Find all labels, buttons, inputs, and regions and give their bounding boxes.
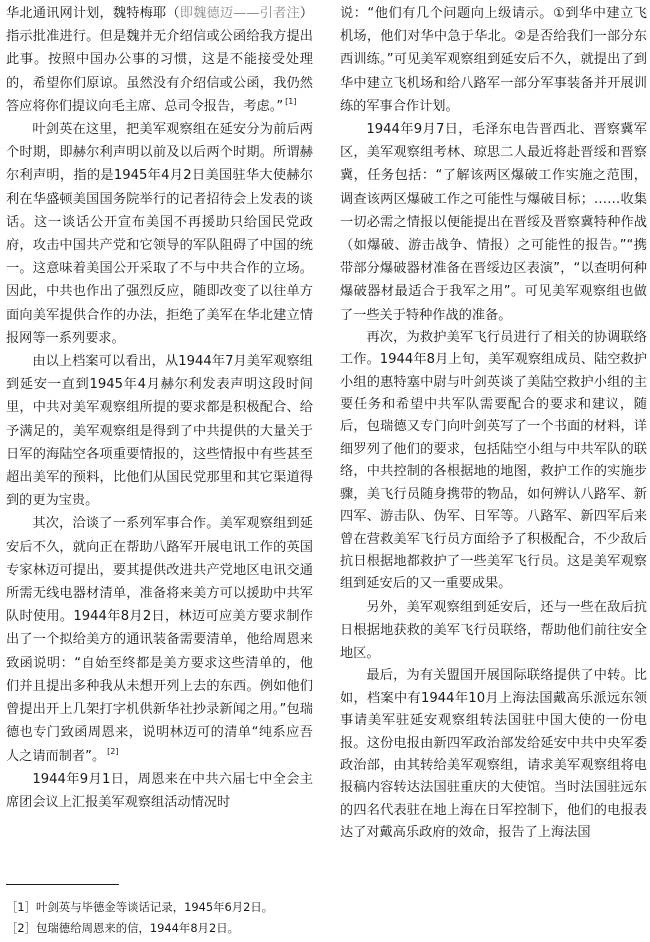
paragraph-1-part-a: 华北通讯网计划，魏特梅耶（ bbox=[6, 6, 180, 21]
footnote-2: ［2］包瑞德给周恩来的信，1944年8月2日。 bbox=[6, 921, 239, 935]
paragraph-2: 叶剑英在这里，把美军观察组在延安分为前后两个时期，即赫尔利声明以前及以后两个时期。所谓赫尔利声明，指的是1945年4月2日美国驻华大使赫尔利在华盛顿美国国务院举行的记者招待会上发表的谈话。这一谈话公开宣布美国不再援助只给国民党政府，攻击中国共产党和它领导的军队阻碍了中国的统一。这意味着美国公开采取了不与中共合作的立场。因此，中共也作出了强烈反应，随即改变了以往单方面向美军提供合作的办法，拒绝了美军在华北建立情报网等一系列要求。 bbox=[6, 122, 313, 346]
footnote-ref-1: [1] bbox=[285, 96, 297, 106]
paragraph-4-text: 其次，洽谈了一系列军事合作。美军观察组到延安后不久，就向正在帮助八路军开展电讯工作的英国专家林迈可提出，要其提供改进共产党地区电讯交通所需无线电器材清单，准备将来美方可以援助中共军队时使用。1944年8月2日，林迈可应美方要求制作出了一个拟给美方的通讯装备需要清单，他给周恩来致函说明：“自始至终都是美方要求这些清单的，他们并且提出多种我从未想开列上去的东西。例如他们曾提出开上几架打字机供新华社抄录新闻之用。”包瑞德也专门致函周恩来，说明林迈可的清单“纯系应吾人之请而制者”。 bbox=[6, 516, 313, 764]
paragraph-6: 说：“他们有几个问题向上级请示。①到华中建立飞机场，他们对华中急于华北。②是否给我们一部分东西训练。”可见美军观察组到延安后不久，就提出了到华中建立飞机场和给八路军一部分军事装备并开展训练的军事合作计划。 bbox=[340, 6, 647, 114]
paragraph-9: 另外，美军观察组到延安后，还与一些在敌后抗日根据地获救的美军飞行员联络，帮助他们前往安全地区。 bbox=[340, 599, 647, 662]
paragraph-1 bbox=[6, 2, 313, 118]
editor-note: 即魏德迈——引者注 bbox=[179, 6, 300, 21]
paragraph-5: 1944年9月1日，周恩来在中共六届七中全会主席团会议上汇报美军观察组活动情况时 bbox=[6, 771, 313, 810]
paragraph-1-part-c: ）指示批准进行。但是魏并无介绍信或公函给我方提出此事。按照中国办公事的习惯，这是不能接受处理的，希望你们原谅。虽然没有介绍信或公函，我仍然答应将你们提议向毛主席、总司令报告，考虑。” bbox=[6, 6, 314, 114]
footnote-divider bbox=[6, 884, 119, 885]
paragraph-10: 最后，为有关盟国开展国际联络提供了中转。比如，档案中有1944年10月上海法国戴高乐派远东领事请美军驻延安观察组转法国驻中国大使的一份电报。这份电报由新四军政治部发给延安中共中央军委政治部，由其转给美军观察组，请求美军观察组将电报稿内容转达法国驻重庆的大使馆。当时法国驻远东的四名代表驻在地上海在日军控制下，他们的电报表达了对戴高乐政府的效命，报告了上海法国 bbox=[340, 668, 647, 841]
left-column bbox=[6, 2, 313, 814]
footnote-ref-2: [2] bbox=[107, 746, 119, 756]
footnote-1: ［1］叶剑英与毕德金等谈话记录，1945年6月2日。 bbox=[6, 900, 274, 914]
paragraph-7: 1944年9月7日，毛泽东电告晋西北、晋察冀军区，美军观察组考林、琼思二人最近将赴晋绥和晋察冀，任务包括：“了解该两区爆破工作实施之范围，调查该两区爆破工作之可能性与爆破目标；……收集一切必需之情报以便能提出在晋绥及晋察冀特种作战（如爆破、游击战争、情报）之可能性的报告。”“携带部分爆破器材准备在晋绥边区表演”，“以查明何种爆破器材最适合于我军之用”。可见美军观察组也做了一些关于特种作战的准备。 bbox=[340, 122, 647, 323]
paragraph-3: 由以上档案可以看出，从1944年7月美军观察组到延安一直到1945年4月赫尔利发表声明这段时间里，中共对美军观察组所提的要求都是积极配合、给予满足的，美军观察组是得到了中共提供的大量关于日军的海陆空各项重要情报的，这些情报中有些甚至超出美军的预料，比他们从国民党那里和其它渠道得到的更为宝贵。 bbox=[6, 354, 313, 509]
footnotes bbox=[6, 897, 326, 939]
right-column bbox=[340, 2, 647, 845]
paragraph-8: 再次，为救护美军飞行员进行了相关的协调联络工作。1944年8月上旬，美军观察组成员、陆空救护小组的惠特塞中尉与叶剑英谈了美陆空救护小组的主要任务和希望中共军队需要配合的要求和建议，随后，包瑞德又专门向叶剑英写了一个书面的材料，详细罗列了他们的要求，包括陆空小组与中共军队的联络，中共控制的各根据地的地图，救护工作的实施步骤，美飞行员随身携带的物品，如何辨认八路军、新四军、游击队、伪军、日军等。八路军、新四军后来曾在营救美军飞行员方面给予了积极配合，不少敌后抗日根据地都救护了一些美军飞行员。这是美军观察组到延安后的又一重要成果。 bbox=[340, 329, 647, 592]
paragraph-4 bbox=[6, 512, 313, 767]
